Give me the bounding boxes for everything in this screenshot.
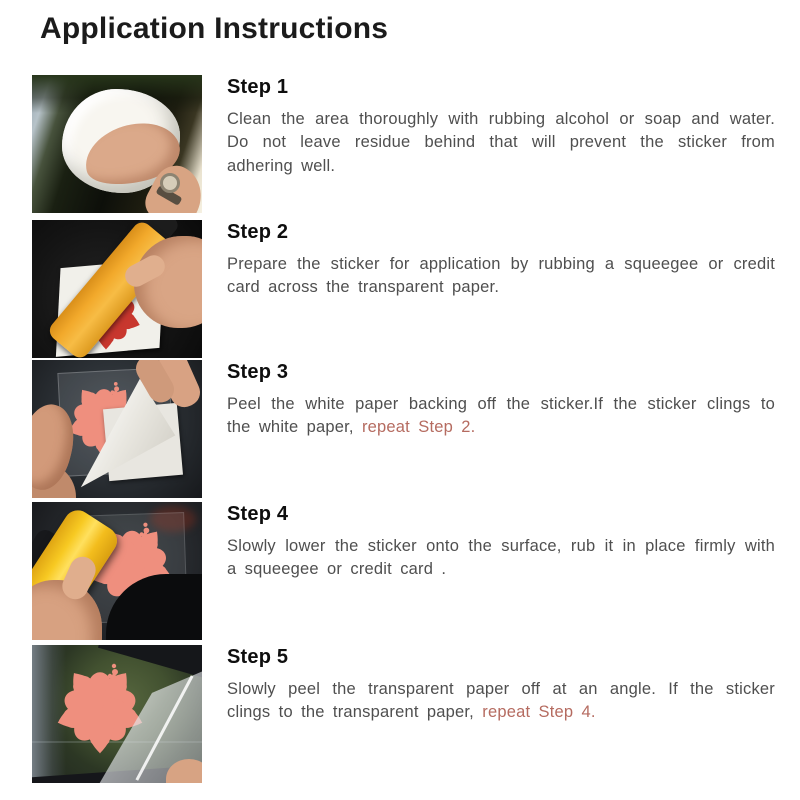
step-body-text: Slowly lower the sticker onto the surface, rub it in place firmly with a squeegee or credit card . [227, 537, 775, 579]
step-2-photo-squeegee-on-paper [32, 220, 202, 358]
step-label: Step 2 [227, 221, 289, 243]
step-1-photo-wiping-surface [32, 75, 202, 213]
step-link-text: repeat Step 4. [482, 703, 596, 722]
step-body-text: Prepare the sticker for application by rubbing a squeegee or credit card across the transparent paper. [227, 255, 775, 297]
step-3-photo-peeling-backing [32, 360, 202, 498]
wrist-watch [160, 173, 180, 193]
step-body-text: Clean the area thoroughly with rubbing alcohol or soap and water. Do not leave residue behind that will prevent the sticker from adhering well. [227, 110, 775, 175]
step-row-4 [32, 502, 777, 640]
step-label: Step 1 [227, 76, 289, 98]
step-row-1 [32, 75, 777, 213]
step-body [227, 535, 775, 582]
step-body [227, 678, 775, 725]
step-link-text: repeat Step 2. [361, 418, 476, 437]
step-label: Step 4 [227, 503, 289, 525]
step-4-photo-applying-sticker [32, 502, 202, 640]
page-title: Application Instructions [40, 12, 389, 45]
step-4-text [227, 502, 775, 640]
step-2-text [227, 220, 775, 358]
step-body-text: Peel the white paper backing off the sticker.If the sticker clings to the white paper, [227, 395, 775, 437]
step-body-text: Slowly peel the transparent paper off at an angle. If the sticker clings to the transparent paper, [227, 680, 775, 722]
step-label: Step 5 [227, 646, 289, 668]
step-3-text [227, 360, 775, 498]
step-5-text [227, 645, 775, 783]
step-body [227, 393, 775, 440]
step-body [227, 253, 775, 300]
step-label: Step 3 [227, 361, 289, 383]
step-row-5 [32, 645, 777, 783]
step-row-3 [32, 360, 777, 498]
step-body [227, 108, 775, 178]
step-5-photo-peeling-transparent-paper [32, 645, 202, 783]
step-1-text [227, 75, 775, 213]
step-row-2 [32, 220, 777, 358]
